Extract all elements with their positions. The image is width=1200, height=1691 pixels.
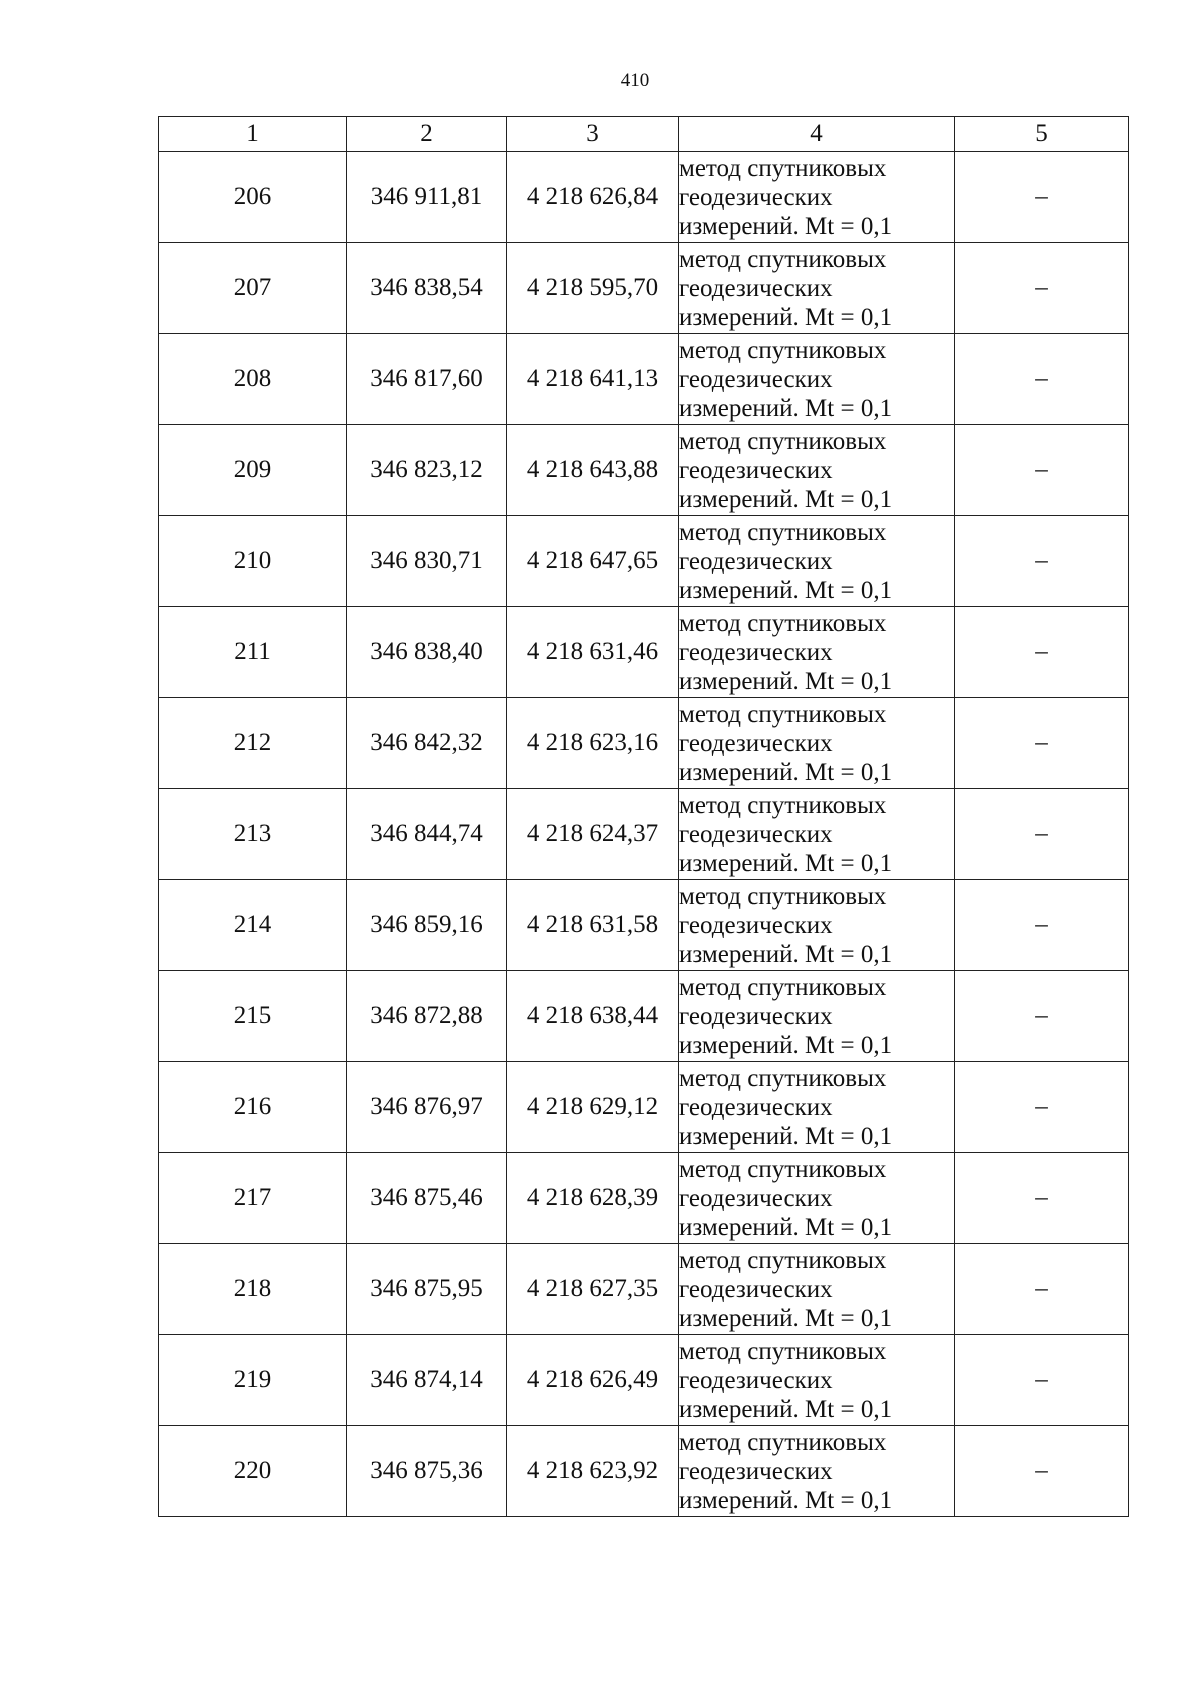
method-cell	[679, 971, 955, 1062]
x-coordinate-cell: 346 875,46	[347, 1153, 507, 1244]
x-coordinate-cell: 346 842,32	[347, 698, 507, 789]
method-line: измерений. Mt = 0,1	[679, 758, 893, 786]
method-line: метод спутниковых	[679, 1428, 887, 1456]
method-line: геодезических	[679, 1093, 833, 1121]
point-number-cell: 210	[159, 516, 347, 607]
point-number-cell: 217	[159, 1153, 347, 1244]
method-line: геодезических	[679, 1002, 833, 1030]
note-cell: –	[955, 789, 1129, 880]
table-body	[159, 152, 1129, 1517]
note-cell: –	[955, 1335, 1129, 1426]
method-line: измерений. Mt = 0,1	[679, 1395, 893, 1423]
method-line: геодезических	[679, 1457, 833, 1485]
y-coordinate-cell: 4 218 626,84	[507, 152, 679, 243]
method-line: метод спутниковых	[679, 1064, 887, 1092]
method-line: метод спутниковых	[679, 973, 887, 1001]
x-coordinate-cell: 346 872,88	[347, 971, 507, 1062]
y-coordinate-cell: 4 218 626,49	[507, 1335, 679, 1426]
point-number-cell: 211	[159, 607, 347, 698]
method-cell	[679, 334, 955, 425]
method-line: измерений. Mt = 0,1	[679, 1213, 893, 1241]
method-line: геодезических	[679, 1275, 833, 1303]
method-line: геодезических	[679, 729, 833, 757]
table-row	[159, 1426, 1129, 1517]
page-number: 410	[620, 70, 650, 91]
x-coordinate-cell: 346 838,54	[347, 243, 507, 334]
y-coordinate-cell: 4 218 624,37	[507, 789, 679, 880]
note-cell: –	[955, 1153, 1129, 1244]
table-row	[159, 516, 1129, 607]
method-line: измерений. Mt = 0,1	[679, 212, 893, 240]
table-row	[159, 880, 1129, 971]
method-line: метод спутниковых	[679, 245, 887, 273]
note-cell: –	[955, 334, 1129, 425]
point-number-cell: 207	[159, 243, 347, 334]
y-coordinate-cell: 4 218 641,13	[507, 334, 679, 425]
column-header-3: 3	[507, 117, 679, 152]
method-line: измерений. Mt = 0,1	[679, 849, 893, 877]
note-cell: –	[955, 243, 1129, 334]
method-line: геодезических	[679, 183, 833, 211]
y-coordinate-cell: 4 218 627,35	[507, 1244, 679, 1335]
method-line: геодезических	[679, 1184, 833, 1212]
note-cell: –	[955, 1426, 1129, 1517]
y-coordinate-cell: 4 218 631,46	[507, 607, 679, 698]
x-coordinate-cell: 346 859,16	[347, 880, 507, 971]
column-header-4: 4	[679, 117, 955, 152]
table-row	[159, 1335, 1129, 1426]
method-line: измерений. Mt = 0,1	[679, 1304, 893, 1332]
y-coordinate-cell: 4 218 629,12	[507, 1062, 679, 1153]
method-cell	[679, 1153, 955, 1244]
x-coordinate-cell: 346 838,40	[347, 607, 507, 698]
method-line: геодезических	[679, 638, 833, 666]
point-number-cell: 214	[159, 880, 347, 971]
table-row	[159, 334, 1129, 425]
method-line: геодезических	[679, 456, 833, 484]
method-cell	[679, 789, 955, 880]
y-coordinate-cell: 4 218 628,39	[507, 1153, 679, 1244]
method-line: метод спутниковых	[679, 700, 887, 728]
method-line: метод спутниковых	[679, 427, 887, 455]
method-line: измерений. Mt = 0,1	[679, 1031, 893, 1059]
table-row	[159, 1153, 1129, 1244]
table-row	[159, 607, 1129, 698]
note-cell: –	[955, 1062, 1129, 1153]
point-number-cell: 215	[159, 971, 347, 1062]
method-cell	[679, 1062, 955, 1153]
x-coordinate-cell: 346 874,14	[347, 1335, 507, 1426]
coordinates-table	[158, 116, 1129, 1517]
note-cell: –	[955, 880, 1129, 971]
method-line: метод спутниковых	[679, 518, 887, 546]
column-header-1: 1	[159, 117, 347, 152]
x-coordinate-cell: 346 830,71	[347, 516, 507, 607]
point-number-cell: 216	[159, 1062, 347, 1153]
method-line: метод спутниковых	[679, 154, 887, 182]
method-cell	[679, 425, 955, 516]
method-line: измерений. Mt = 0,1	[679, 485, 893, 513]
x-coordinate-cell: 346 911,81	[347, 152, 507, 243]
x-coordinate-cell: 346 876,97	[347, 1062, 507, 1153]
y-coordinate-cell: 4 218 595,70	[507, 243, 679, 334]
y-coordinate-cell: 4 218 631,58	[507, 880, 679, 971]
method-line: метод спутниковых	[679, 1337, 887, 1365]
method-line: геодезических	[679, 274, 833, 302]
note-cell: –	[955, 425, 1129, 516]
table-row	[159, 971, 1129, 1062]
y-coordinate-cell: 4 218 647,65	[507, 516, 679, 607]
table-row	[159, 789, 1129, 880]
method-cell	[679, 698, 955, 789]
method-line: измерений. Mt = 0,1	[679, 576, 893, 604]
y-coordinate-cell: 4 218 643,88	[507, 425, 679, 516]
x-coordinate-cell: 346 844,74	[347, 789, 507, 880]
method-line: геодезических	[679, 820, 833, 848]
table-row	[159, 1244, 1129, 1335]
note-cell: –	[955, 971, 1129, 1062]
y-coordinate-cell: 4 218 623,16	[507, 698, 679, 789]
method-line: метод спутниковых	[679, 882, 887, 910]
method-line: метод спутниковых	[679, 609, 887, 637]
x-coordinate-cell: 346 823,12	[347, 425, 507, 516]
y-coordinate-cell: 4 218 623,92	[507, 1426, 679, 1517]
method-line: измерений. Mt = 0,1	[679, 940, 893, 968]
table-row	[159, 698, 1129, 789]
column-header-5: 5	[955, 117, 1129, 152]
method-line: геодезических	[679, 547, 833, 575]
note-cell: –	[955, 516, 1129, 607]
method-line: измерений. Mt = 0,1	[679, 667, 893, 695]
method-cell	[679, 152, 955, 243]
point-number-cell: 208	[159, 334, 347, 425]
method-line: метод спутниковых	[679, 1155, 887, 1183]
method-line: геодезических	[679, 365, 833, 393]
column-header-2: 2	[347, 117, 507, 152]
method-line: метод спутниковых	[679, 791, 887, 819]
method-cell	[679, 607, 955, 698]
note-cell: –	[955, 698, 1129, 789]
method-line: измерений. Mt = 0,1	[679, 1486, 893, 1514]
method-cell	[679, 1244, 955, 1335]
method-line: геодезических	[679, 911, 833, 939]
method-cell	[679, 880, 955, 971]
note-cell: –	[955, 152, 1129, 243]
point-number-cell: 220	[159, 1426, 347, 1517]
note-cell: –	[955, 1244, 1129, 1335]
point-number-cell: 218	[159, 1244, 347, 1335]
point-number-cell: 219	[159, 1335, 347, 1426]
table-row	[159, 243, 1129, 334]
x-coordinate-cell: 346 875,36	[347, 1426, 507, 1517]
table-header-row	[159, 117, 1129, 152]
method-cell	[679, 516, 955, 607]
table-row	[159, 1062, 1129, 1153]
method-cell	[679, 243, 955, 334]
note-cell: –	[955, 607, 1129, 698]
point-number-cell: 206	[159, 152, 347, 243]
point-number-cell: 209	[159, 425, 347, 516]
method-cell	[679, 1426, 955, 1517]
method-line: геодезических	[679, 1366, 833, 1394]
x-coordinate-cell: 346 875,95	[347, 1244, 507, 1335]
y-coordinate-cell: 4 218 638,44	[507, 971, 679, 1062]
x-coordinate-cell: 346 817,60	[347, 334, 507, 425]
table-row	[159, 152, 1129, 243]
method-line: измерений. Mt = 0,1	[679, 394, 893, 422]
method-line: измерений. Mt = 0,1	[679, 303, 893, 331]
method-line: метод спутниковых	[679, 336, 887, 364]
method-cell	[679, 1335, 955, 1426]
method-line: измерений. Mt = 0,1	[679, 1122, 893, 1150]
table-row	[159, 425, 1129, 516]
point-number-cell: 212	[159, 698, 347, 789]
point-number-cell: 213	[159, 789, 347, 880]
method-line: метод спутниковых	[679, 1246, 887, 1274]
